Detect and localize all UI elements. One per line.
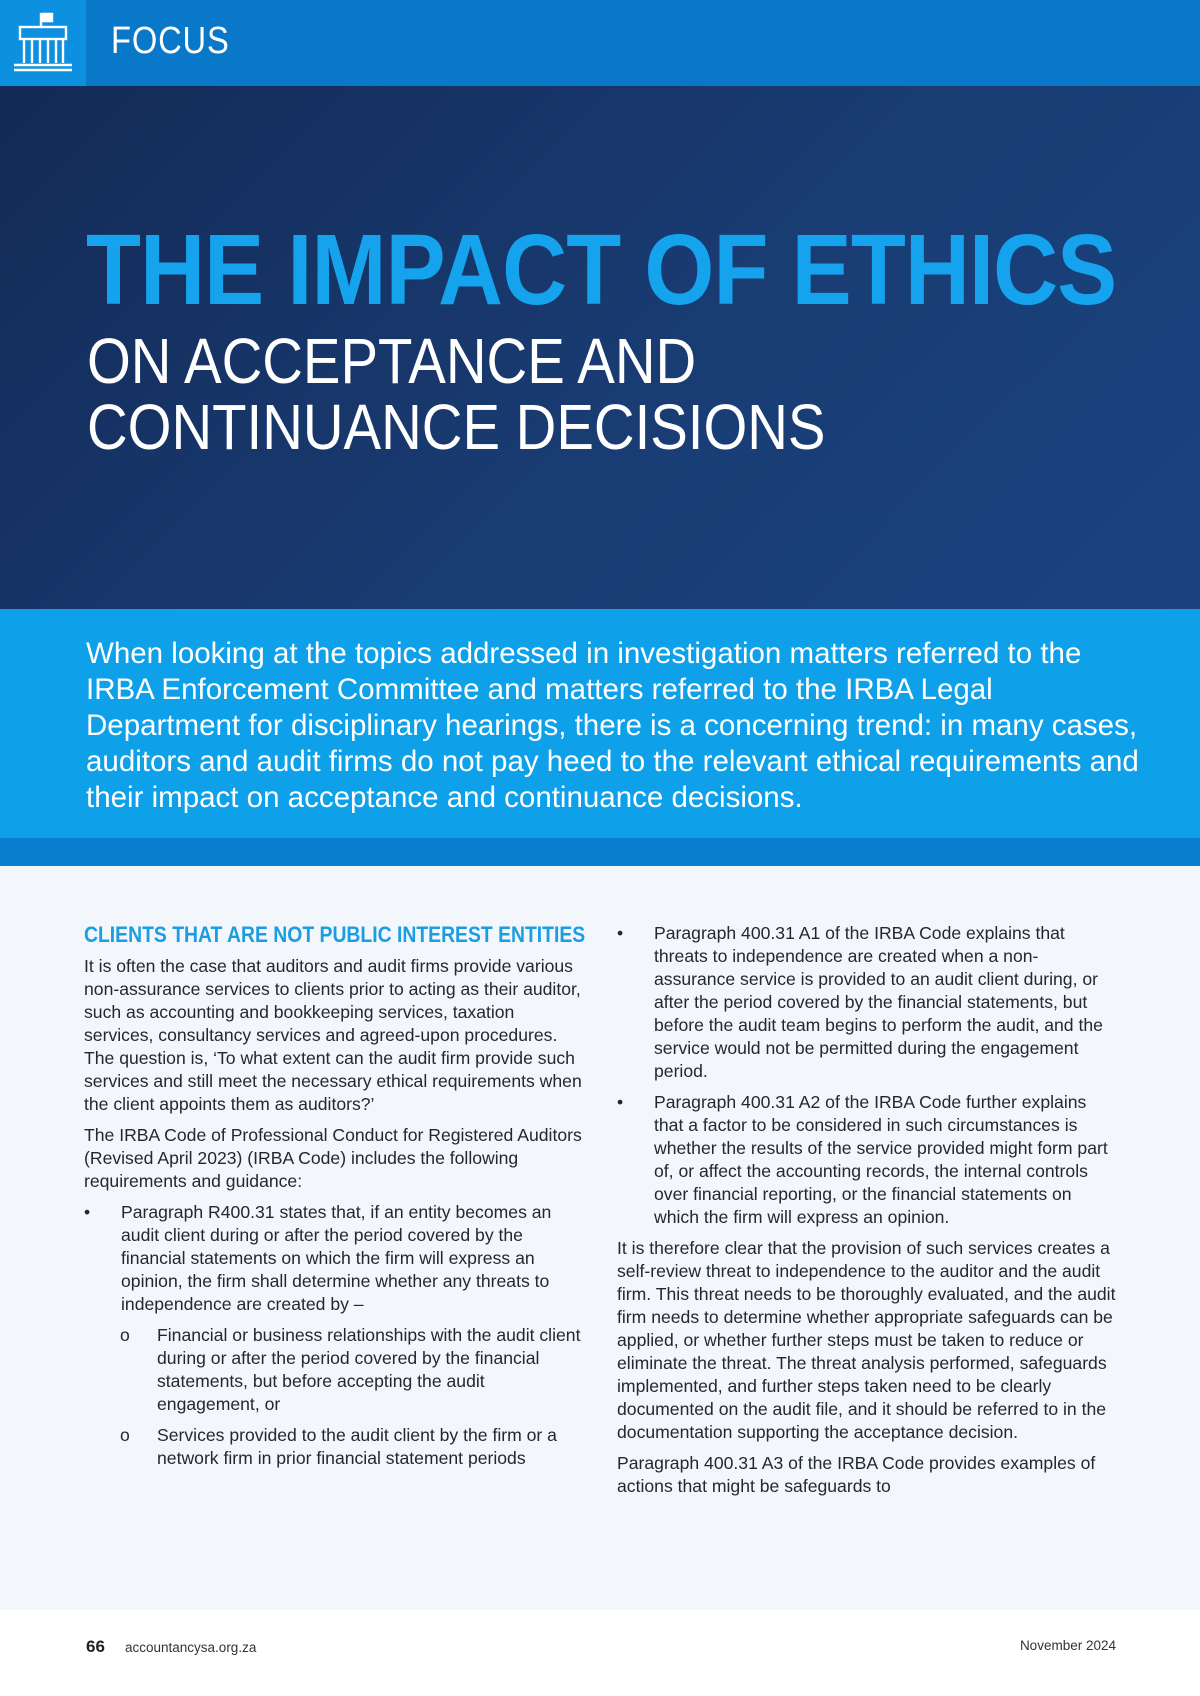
sub-bullet-marker: o bbox=[120, 1325, 130, 1345]
intro-text: When looking at the topics addressed in investigation matters referred to the IRBA Enforcement Committee and matters referred to the IRBA Legal Department for disciplinary hearings, there is a concerning trend: in many cases, auditors and audit firms do not pay heed to the relevant ethical requirements and their impact on acceptance and continuance decisions. bbox=[86, 637, 1139, 814]
article-subtitle: ON ACCEPTANCE AND CONTINUANCE DECISIONS bbox=[87, 325, 826, 463]
paragraph: The IRBA Code of Professional Conduct for Registered Auditors (Revised April 2023) (IRBA Code) includes the following requirements and guidance: bbox=[84, 1125, 582, 1191]
sub-bullet-marker: o bbox=[120, 1425, 130, 1445]
sub-list-item-text: Services provided to the audit client by the firm or a network firm in prior financial statement periods bbox=[157, 1425, 557, 1468]
sub-list-item bbox=[84, 1424, 584, 1470]
divider-strip bbox=[0, 838, 1200, 866]
left-column bbox=[84, 922, 584, 1478]
issue-date: November 2024 bbox=[1019, 1638, 1116, 1653]
list-item bbox=[617, 922, 1117, 1083]
section-heading: CLIENTS THAT ARE NOT PUBLIC INTEREST ENTITIES bbox=[84, 922, 586, 947]
section-label: FOCUS bbox=[111, 20, 230, 62]
list-item-text: Paragraph 400.31 A2 of the IRBA Code further explains that a factor to be considered in such circumstances is whether the results of the service provided might form part of, or affect the accounting records, the internal controls over financial reporting, or the financial statements on which the firm will express an opinion. bbox=[654, 1092, 1108, 1227]
list-item-text: Paragraph 400.31 A1 of the IRBA Code explains that threats to independence are created when a non-assurance service is provided to an audit client during, or after the period covered by the financial statements, but before the audit team begins to perform the audit, and the service would not be permitted during the engagement period. bbox=[654, 923, 1103, 1081]
list-item bbox=[617, 1091, 1117, 1229]
bullet-marker: • bbox=[617, 923, 624, 943]
footer-website: accountancysa.org.za bbox=[125, 1640, 257, 1655]
logo bbox=[0, 0, 86, 86]
sub-list-item-text: Financial or business relationships with the audit client during or after the period covered by the financial statements, but before accepting the audit engagement, or bbox=[157, 1325, 581, 1414]
right-column bbox=[617, 922, 1117, 1506]
bullet-marker: • bbox=[617, 1092, 624, 1112]
list-item bbox=[84, 1201, 584, 1316]
list-item-text: Paragraph R400.31 states that, if an entity becomes an audit client during or after the period covered by the financial statements on which the firm will express an opinion, the firm shall determine whether any threats to independence are created by – bbox=[121, 1202, 552, 1314]
sub-list-item bbox=[84, 1324, 584, 1416]
bullet-marker: • bbox=[84, 1202, 91, 1222]
article-title: THE IMPACT OF ETHICS bbox=[86, 214, 1117, 326]
paragraph: It is therefore clear that the provision of such services creates a self-review threat to independence to the auditor and the audit firm. This threat needs to be thoroughly evaluated, and the audit firm needs to determine whether appropriate safeguards can be applied, or whether further steps must be taken to reduce or eliminate the threat. The threat analysis performed, safeguards implemented, and further steps taken need to be clearly documented on the audit file, and it should be referred to in the documentation supporting the acceptance decision. bbox=[617, 1238, 1116, 1442]
institution-building-icon bbox=[10, 10, 76, 76]
paragraph: Paragraph 400.31 A3 of the IRBA Code provides examples of actions that might be safeguards to bbox=[617, 1453, 1096, 1496]
paragraph: It is often the case that auditors and audit firms provide various non-assurance services to clients prior to acting as their auditor, such as accounting and bookkeeping services, taxation services, consultancy services and agreed-upon procedures. The question is, ‘To what extent can the audit firm provide such services and still meet the necessary ethical requirements when the client appoints them as auditors?’ bbox=[84, 956, 582, 1114]
page-number: 66 bbox=[86, 1637, 105, 1656]
